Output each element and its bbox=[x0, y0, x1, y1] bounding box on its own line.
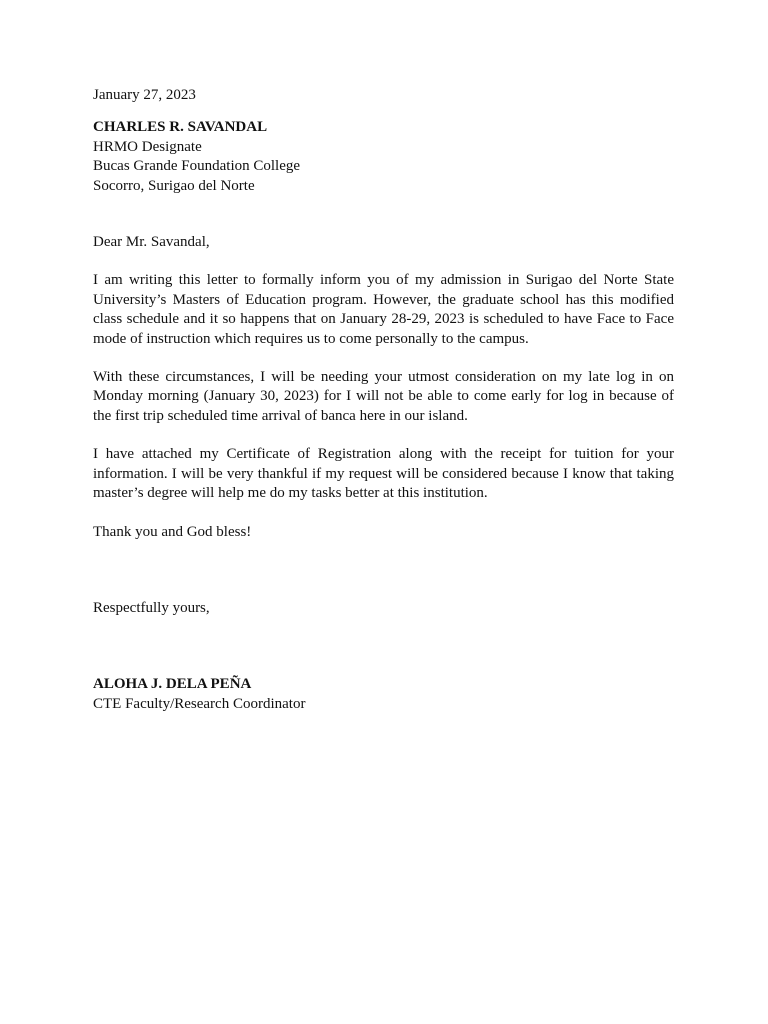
recipient-block bbox=[93, 118, 674, 196]
closing-line: Respectfully yours, bbox=[93, 599, 210, 616]
salutation: Dear Mr. Savandal, bbox=[93, 234, 210, 251]
body-paragraph-2: With these circumstances, I will be needing your utmost consideration on my late log in on Monday morning (January 30, 2023) for I will not be able to come early for log in because of the first trip scheduled time arrival of banca here in our island. bbox=[93, 369, 674, 424]
signature-block bbox=[93, 675, 674, 714]
sender-name: ALOHA J. DELA PEÑA bbox=[93, 676, 252, 693]
recipient-address: Socorro, Surigao del Norte bbox=[93, 177, 255, 194]
body-paragraph-3: I have attached my Certificate of Registration along with the receipt for tuition for your information. I will be very thankful if my request will be considered because I know that taking master’s degree will help me do my tasks better at this institution. bbox=[93, 446, 674, 502]
letter-page bbox=[93, 86, 674, 714]
recipient-organization: Bucas Grande Foundation College bbox=[93, 158, 301, 175]
recipient-name: CHARLES R. SAVANDAL bbox=[93, 119, 268, 136]
letter-date: January 27, 2023 bbox=[93, 87, 196, 103]
sender-title: CTE Faculty/Research Coordinator bbox=[93, 695, 306, 712]
body-paragraph-1: I am writing this letter to formally inform you of my admission in Surigao del Norte State University’s Masters of Education program. However, the graduate school has this modified class schedule and it so happens that on January 28-29, 2023 is scheduled to have Face to Face mode of instruction which requires us to come personally to the campus. bbox=[93, 272, 674, 347]
recipient-title: HRMO Designate bbox=[93, 138, 202, 155]
thanks-line: Thank you and God bless! bbox=[93, 523, 252, 540]
